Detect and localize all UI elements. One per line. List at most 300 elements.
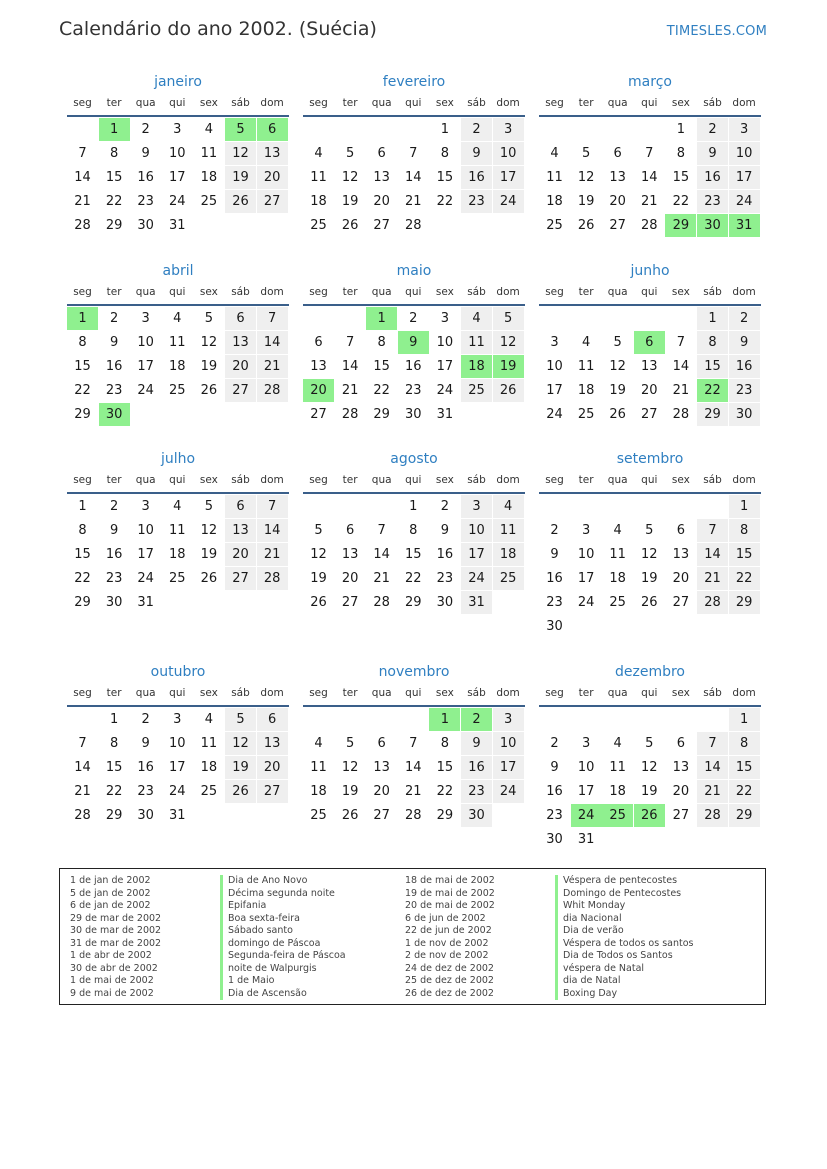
day-cell[interactable]: 18 <box>200 170 218 185</box>
day-cell[interactable]: 11 <box>310 760 327 775</box>
day-cell[interactable]: 20 <box>641 383 658 398</box>
day-cell[interactable]: 25 <box>461 379 492 402</box>
day-cell[interactable]: 23 <box>546 595 563 610</box>
day-cell[interactable]: 16 <box>137 170 154 185</box>
day-cell[interactable]: 2 <box>550 736 559 751</box>
day-cell[interactable]: 9 <box>141 736 150 751</box>
day-cell[interactable]: 24 <box>577 595 595 610</box>
day-cell[interactable]: 31 <box>577 832 595 847</box>
day-cell[interactable]: 23 <box>436 571 454 586</box>
day-cell[interactable]: 2 <box>729 307 760 330</box>
day-cell[interactable]: 22 <box>405 571 422 586</box>
day-cell[interactable]: 26 <box>310 595 327 610</box>
day-cell[interactable]: 11 <box>169 335 186 350</box>
day-cell[interactable]: 26 <box>341 218 359 233</box>
day-cell[interactable]: 28 <box>341 407 359 422</box>
day-cell[interactable]: 4 <box>550 146 559 161</box>
day-cell[interactable]: 9 <box>141 146 150 161</box>
day-cell[interactable]: 19 <box>200 359 218 374</box>
day-cell[interactable]: 20 <box>257 756 288 779</box>
day-cell[interactable]: 10 <box>729 142 760 165</box>
day-cell[interactable]: 5 <box>225 708 256 731</box>
day-cell[interactable]: 18 <box>200 760 218 775</box>
day-cell[interactable]: 23 <box>461 190 492 213</box>
day-cell[interactable]: 19 <box>341 784 359 799</box>
day-cell[interactable]: 26 <box>577 218 595 233</box>
day-cell[interactable]: 27 <box>341 595 359 610</box>
day-cell[interactable]: 27 <box>257 190 288 213</box>
day-cell[interactable]: 16 <box>137 760 154 775</box>
day-cell[interactable]: 27 <box>257 780 288 803</box>
day-cell[interactable]: 7 <box>697 519 728 542</box>
holiday-day-cell[interactable]: 2 <box>461 708 492 731</box>
holiday-day-cell[interactable]: 24 <box>571 804 602 827</box>
day-cell[interactable]: 12 <box>577 170 595 185</box>
day-cell[interactable]: 27 <box>373 808 390 823</box>
day-cell[interactable]: 13 <box>225 331 256 354</box>
day-cell[interactable]: 8 <box>676 146 686 161</box>
day-cell[interactable]: 23 <box>405 383 422 398</box>
day-cell[interactable]: 6 <box>676 736 686 751</box>
day-cell[interactable]: 13 <box>341 547 359 562</box>
day-cell[interactable]: 24 <box>493 780 524 803</box>
holiday-day-cell[interactable]: 6 <box>634 331 665 354</box>
day-cell[interactable]: 20 <box>373 194 390 209</box>
day-cell[interactable]: 7 <box>345 335 355 350</box>
day-cell[interactable]: 29 <box>729 804 760 827</box>
day-cell[interactable]: 9 <box>729 331 760 354</box>
day-cell[interactable]: 14 <box>74 170 91 185</box>
day-cell[interactable]: 20 <box>609 194 626 209</box>
day-cell[interactable]: 23 <box>105 571 123 586</box>
day-cell[interactable]: 14 <box>672 359 690 374</box>
day-cell[interactable]: 13 <box>373 760 390 775</box>
day-cell[interactable]: 21 <box>341 383 359 398</box>
day-cell[interactable]: 11 <box>577 359 595 374</box>
day-cell[interactable]: 27 <box>672 808 690 823</box>
day-cell[interactable]: 26 <box>341 808 359 823</box>
day-cell[interactable]: 29 <box>729 591 760 614</box>
day-cell[interactable]: 18 <box>310 194 327 209</box>
day-cell[interactable]: 5 <box>345 146 355 161</box>
day-cell[interactable]: 13 <box>641 359 658 374</box>
day-cell[interactable]: 10 <box>436 335 454 350</box>
day-cell[interactable]: 15 <box>729 543 760 566</box>
day-cell[interactable]: 26 <box>225 780 256 803</box>
day-cell[interactable]: 2 <box>109 499 119 514</box>
day-cell[interactable]: 22 <box>436 194 454 209</box>
day-cell[interactable]: 29 <box>105 808 123 823</box>
day-cell[interactable]: 23 <box>105 383 123 398</box>
day-cell[interactable]: 4 <box>461 307 492 330</box>
day-cell[interactable]: 3 <box>493 118 524 141</box>
day-cell[interactable]: 3 <box>581 736 591 751</box>
day-cell[interactable]: 7 <box>409 146 418 161</box>
day-cell[interactable]: 26 <box>609 407 626 422</box>
day-cell[interactable]: 15 <box>373 359 390 374</box>
day-cell[interactable]: 9 <box>109 335 119 350</box>
day-cell[interactable]: 22 <box>672 194 690 209</box>
day-cell[interactable]: 14 <box>405 170 422 185</box>
day-cell[interactable]: 18 <box>169 359 186 374</box>
day-cell[interactable]: 28 <box>405 218 422 233</box>
day-cell[interactable]: 17 <box>436 359 454 374</box>
day-cell[interactable]: 1 <box>409 499 418 514</box>
day-cell[interactable]: 16 <box>105 547 123 562</box>
day-cell[interactable]: 13 <box>257 142 288 165</box>
day-cell[interactable]: 26 <box>200 383 218 398</box>
day-cell[interactable]: 9 <box>461 142 492 165</box>
day-cell[interactable]: 12 <box>341 170 359 185</box>
day-cell[interactable]: 30 <box>137 218 154 233</box>
day-cell[interactable]: 4 <box>204 712 214 727</box>
day-cell[interactable]: 5 <box>314 523 323 538</box>
day-cell[interactable]: 16 <box>546 784 563 799</box>
day-cell[interactable]: 5 <box>581 146 591 161</box>
day-cell[interactable]: 20 <box>257 166 288 189</box>
day-cell[interactable]: 8 <box>440 146 450 161</box>
day-cell[interactable]: 1 <box>697 307 728 330</box>
day-cell[interactable]: 13 <box>672 760 690 775</box>
day-cell[interactable]: 21 <box>74 784 91 799</box>
day-cell[interactable]: 15 <box>74 547 91 562</box>
day-cell[interactable]: 19 <box>609 383 626 398</box>
day-cell[interactable]: 18 <box>577 383 595 398</box>
holiday-day-cell[interactable]: 25 <box>602 804 633 827</box>
day-cell[interactable]: 18 <box>310 784 327 799</box>
holiday-day-cell[interactable]: 1 <box>429 708 460 731</box>
day-cell[interactable]: 27 <box>225 379 256 402</box>
day-cell[interactable]: 3 <box>493 708 524 731</box>
day-cell[interactable]: 8 <box>377 335 386 350</box>
day-cell[interactable]: 30 <box>105 595 123 610</box>
day-cell[interactable]: 21 <box>697 780 728 803</box>
day-cell[interactable]: 25 <box>310 218 327 233</box>
day-cell[interactable]: 1 <box>729 708 760 731</box>
day-cell[interactable]: 31 <box>169 218 186 233</box>
day-cell[interactable]: 4 <box>613 736 622 751</box>
holiday-day-cell[interactable]: 30 <box>99 403 130 426</box>
day-cell[interactable]: 30 <box>405 407 422 422</box>
day-cell[interactable]: 27 <box>310 407 327 422</box>
day-cell[interactable]: 23 <box>697 190 728 213</box>
day-cell[interactable]: 3 <box>440 311 450 326</box>
day-cell[interactable]: 3 <box>550 335 559 350</box>
holiday-day-cell[interactable]: 18 <box>461 355 492 378</box>
day-cell[interactable]: 16 <box>461 756 492 779</box>
day-cell[interactable]: 12 <box>609 359 626 374</box>
day-cell[interactable]: 14 <box>405 760 422 775</box>
day-cell[interactable]: 4 <box>314 736 323 751</box>
day-cell[interactable]: 23 <box>729 379 760 402</box>
day-cell[interactable]: 10 <box>461 519 492 542</box>
day-cell[interactable]: 6 <box>676 523 686 538</box>
day-cell[interactable]: 19 <box>577 194 595 209</box>
day-cell[interactable]: 6 <box>257 708 288 731</box>
day-cell[interactable]: 21 <box>405 194 422 209</box>
day-cell[interactable]: 18 <box>546 194 563 209</box>
day-cell[interactable]: 28 <box>697 804 728 827</box>
day-cell[interactable]: 1 <box>440 122 450 137</box>
holiday-day-cell[interactable]: 26 <box>634 804 665 827</box>
day-cell[interactable]: 12 <box>310 547 327 562</box>
day-cell[interactable]: 28 <box>697 591 728 614</box>
day-cell[interactable]: 25 <box>169 571 186 586</box>
day-cell[interactable]: 21 <box>697 567 728 590</box>
day-cell[interactable]: 9 <box>550 760 559 775</box>
day-cell[interactable]: 10 <box>493 732 524 755</box>
day-cell[interactable]: 2 <box>141 122 150 137</box>
day-cell[interactable]: 5 <box>645 736 654 751</box>
day-cell[interactable]: 18 <box>169 547 186 562</box>
day-cell[interactable]: 31 <box>436 407 454 422</box>
day-cell[interactable]: 18 <box>493 543 524 566</box>
day-cell[interactable]: 11 <box>609 547 626 562</box>
day-cell[interactable]: 11 <box>609 760 626 775</box>
day-cell[interactable]: 6 <box>314 335 323 350</box>
day-cell[interactable]: 9 <box>697 142 728 165</box>
day-cell[interactable]: 17 <box>546 383 563 398</box>
day-cell[interactable]: 13 <box>609 170 626 185</box>
day-cell[interactable]: 12 <box>200 335 218 350</box>
day-cell[interactable]: 17 <box>577 571 595 586</box>
day-cell[interactable]: 25 <box>609 595 626 610</box>
day-cell[interactable]: 25 <box>200 194 218 209</box>
day-cell[interactable]: 31 <box>461 591 492 614</box>
day-cell[interactable]: 14 <box>697 756 728 779</box>
day-cell[interactable]: 19 <box>641 784 658 799</box>
day-cell[interactable]: 29 <box>74 407 91 422</box>
day-cell[interactable]: 27 <box>225 567 256 590</box>
day-cell[interactable]: 3 <box>729 118 760 141</box>
day-cell[interactable]: 26 <box>200 571 218 586</box>
day-cell[interactable]: 15 <box>405 547 422 562</box>
day-cell[interactable]: 29 <box>436 808 454 823</box>
day-cell[interactable]: 24 <box>546 407 563 422</box>
day-cell[interactable]: 21 <box>257 543 288 566</box>
day-cell[interactable]: 17 <box>137 547 154 562</box>
day-cell[interactable]: 18 <box>609 571 626 586</box>
day-cell[interactable]: 10 <box>577 547 595 562</box>
day-cell[interactable]: 19 <box>225 756 256 779</box>
day-cell[interactable]: 8 <box>697 331 728 354</box>
day-cell[interactable]: 11 <box>310 170 327 185</box>
day-cell[interactable]: 5 <box>613 335 622 350</box>
day-cell[interactable]: 19 <box>200 547 218 562</box>
day-cell[interactable]: 5 <box>204 311 214 326</box>
day-cell[interactable]: 20 <box>672 571 690 586</box>
day-cell[interactable]: 10 <box>169 146 186 161</box>
holiday-day-cell[interactable]: 19 <box>493 355 524 378</box>
day-cell[interactable]: 2 <box>440 499 450 514</box>
day-cell[interactable]: 25 <box>493 567 524 590</box>
day-cell[interactable]: 30 <box>546 619 563 634</box>
day-cell[interactable]: 30 <box>436 595 454 610</box>
day-cell[interactable]: 11 <box>493 519 524 542</box>
holiday-day-cell[interactable]: 20 <box>303 379 334 402</box>
day-cell[interactable]: 7 <box>257 307 288 330</box>
holiday-day-cell[interactable]: 1 <box>366 307 397 330</box>
day-cell[interactable]: 11 <box>546 170 563 185</box>
day-cell[interactable]: 17 <box>493 756 524 779</box>
day-cell[interactable]: 24 <box>493 190 524 213</box>
day-cell[interactable]: 21 <box>74 194 91 209</box>
day-cell[interactable]: 6 <box>225 307 256 330</box>
day-cell[interactable]: 22 <box>729 780 760 803</box>
day-cell[interactable]: 24 <box>729 190 760 213</box>
day-cell[interactable]: 12 <box>641 760 658 775</box>
day-cell[interactable]: 13 <box>257 732 288 755</box>
day-cell[interactable]: 1 <box>78 499 87 514</box>
day-cell[interactable]: 6 <box>225 495 256 518</box>
holiday-day-cell[interactable]: 5 <box>225 118 256 141</box>
day-cell[interactable]: 7 <box>377 523 386 538</box>
day-cell[interactable]: 25 <box>546 218 563 233</box>
day-cell[interactable]: 23 <box>137 194 154 209</box>
day-cell[interactable]: 23 <box>137 784 154 799</box>
day-cell[interactable]: 8 <box>729 519 760 542</box>
day-cell[interactable]: 17 <box>137 359 154 374</box>
day-cell[interactable]: 21 <box>672 383 690 398</box>
day-cell[interactable]: 20 <box>672 784 690 799</box>
day-cell[interactable]: 13 <box>225 519 256 542</box>
day-cell[interactable]: 13 <box>310 359 327 374</box>
day-cell[interactable]: 24 <box>461 567 492 590</box>
holiday-day-cell[interactable]: 9 <box>398 331 429 354</box>
day-cell[interactable]: 11 <box>169 523 186 538</box>
day-cell[interactable]: 15 <box>729 756 760 779</box>
day-cell[interactable]: 5 <box>204 499 214 514</box>
day-cell[interactable]: 28 <box>74 218 91 233</box>
day-cell[interactable]: 5 <box>493 307 524 330</box>
day-cell[interactable]: 31 <box>169 808 186 823</box>
day-cell[interactable]: 7 <box>645 146 654 161</box>
day-cell[interactable]: 27 <box>609 218 626 233</box>
day-cell[interactable]: 17 <box>729 166 760 189</box>
day-cell[interactable]: 22 <box>105 194 123 209</box>
day-cell[interactable]: 27 <box>641 407 658 422</box>
day-cell[interactable]: 16 <box>436 547 454 562</box>
day-cell[interactable]: 15 <box>105 170 123 185</box>
day-cell[interactable]: 16 <box>461 166 492 189</box>
day-cell[interactable]: 26 <box>225 190 256 213</box>
day-cell[interactable]: 14 <box>257 331 288 354</box>
day-cell[interactable]: 22 <box>729 567 760 590</box>
day-cell[interactable]: 14 <box>697 543 728 566</box>
day-cell[interactable]: 16 <box>546 571 563 586</box>
day-cell[interactable]: 15 <box>672 170 690 185</box>
day-cell[interactable]: 5 <box>645 523 654 538</box>
day-cell[interactable]: 22 <box>436 784 454 799</box>
day-cell[interactable]: 18 <box>609 784 626 799</box>
day-cell[interactable]: 19 <box>341 194 359 209</box>
day-cell[interactable]: 8 <box>729 732 760 755</box>
day-cell[interactable]: 14 <box>74 760 91 775</box>
day-cell[interactable]: 8 <box>409 523 418 538</box>
day-cell[interactable]: 6 <box>613 146 622 161</box>
day-cell[interactable]: 3 <box>581 523 591 538</box>
day-cell[interactable]: 7 <box>257 495 288 518</box>
day-cell[interactable]: 25 <box>310 808 327 823</box>
day-cell[interactable]: 10 <box>577 760 595 775</box>
day-cell[interactable]: 21 <box>641 194 658 209</box>
day-cell[interactable]: 28 <box>257 379 288 402</box>
day-cell[interactable]: 4 <box>173 311 182 326</box>
day-cell[interactable]: 25 <box>200 784 218 799</box>
brand-link[interactable]: TIMESLES.COM <box>666 24 767 39</box>
day-cell[interactable]: 17 <box>493 166 524 189</box>
day-cell[interactable]: 11 <box>200 146 218 161</box>
day-cell[interactable]: 3 <box>141 311 150 326</box>
day-cell[interactable]: 20 <box>341 571 359 586</box>
holiday-day-cell[interactable]: 1 <box>67 307 98 330</box>
day-cell[interactable]: 6 <box>377 146 386 161</box>
day-cell[interactable]: 25 <box>169 383 186 398</box>
day-cell[interactable]: 7 <box>697 732 728 755</box>
day-cell[interactable]: 13 <box>373 170 390 185</box>
day-cell[interactable]: 8 <box>78 335 87 350</box>
day-cell[interactable]: 14 <box>373 547 390 562</box>
holiday-day-cell[interactable]: 31 <box>729 214 760 237</box>
day-cell[interactable]: 10 <box>493 142 524 165</box>
day-cell[interactable]: 29 <box>697 403 728 426</box>
day-cell[interactable]: 29 <box>105 218 123 233</box>
day-cell[interactable]: 8 <box>109 146 119 161</box>
day-cell[interactable]: 3 <box>173 712 182 727</box>
day-cell[interactable]: 2 <box>141 712 150 727</box>
day-cell[interactable]: 2 <box>550 523 559 538</box>
day-cell[interactable]: 23 <box>546 808 563 823</box>
day-cell[interactable]: 2 <box>409 311 418 326</box>
day-cell[interactable]: 2 <box>461 118 492 141</box>
day-cell[interactable]: 4 <box>493 495 524 518</box>
day-cell[interactable]: 16 <box>697 166 728 189</box>
day-cell[interactable]: 8 <box>78 523 87 538</box>
day-cell[interactable]: 16 <box>405 359 422 374</box>
day-cell[interactable]: 30 <box>461 804 492 827</box>
day-cell[interactable]: 1 <box>676 122 686 137</box>
holiday-day-cell[interactable]: 29 <box>665 214 696 237</box>
day-cell[interactable]: 9 <box>109 523 119 538</box>
day-cell[interactable]: 20 <box>225 355 256 378</box>
day-cell[interactable]: 4 <box>613 523 622 538</box>
day-cell[interactable]: 30 <box>137 808 154 823</box>
day-cell[interactable]: 11 <box>461 331 492 354</box>
day-cell[interactable]: 29 <box>373 407 390 422</box>
day-cell[interactable]: 22 <box>373 383 390 398</box>
day-cell[interactable]: 28 <box>405 808 422 823</box>
day-cell[interactable]: 10 <box>137 335 154 350</box>
day-cell[interactable]: 19 <box>225 166 256 189</box>
day-cell[interactable]: 17 <box>169 760 186 775</box>
day-cell[interactable]: 6 <box>377 736 386 751</box>
day-cell[interactable]: 17 <box>169 170 186 185</box>
day-cell[interactable]: 15 <box>436 760 454 775</box>
day-cell[interactable]: 31 <box>137 595 154 610</box>
day-cell[interactable]: 28 <box>672 407 690 422</box>
day-cell[interactable]: 19 <box>310 571 327 586</box>
day-cell[interactable]: 28 <box>74 808 91 823</box>
day-cell[interactable]: 24 <box>137 383 154 398</box>
day-cell[interactable]: 27 <box>373 218 390 233</box>
day-cell[interactable]: 9 <box>440 523 450 538</box>
day-cell[interactable]: 28 <box>641 218 658 233</box>
day-cell[interactable]: 21 <box>373 571 390 586</box>
day-cell[interactable]: 21 <box>257 355 288 378</box>
day-cell[interactable]: 7 <box>78 146 87 161</box>
day-cell[interactable]: 27 <box>672 595 690 610</box>
day-cell[interactable]: 17 <box>577 784 595 799</box>
